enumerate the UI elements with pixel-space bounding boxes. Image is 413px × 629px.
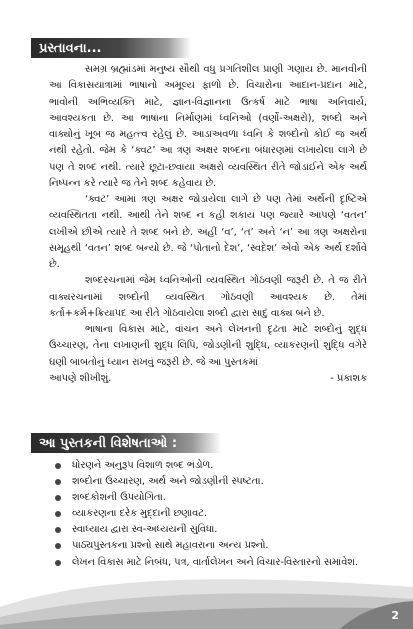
preface-body: [49, 62, 367, 387]
feature-item: [52, 474, 370, 490]
preface-heading: [31, 38, 191, 58]
feature-text: ધોરણને અનુરૂપ વિશાળ શબ્દ ભંડોળ.: [72, 460, 214, 471]
preface-last-line: આપણે શીખીશું.: [49, 372, 112, 384]
features-list: [52, 458, 370, 571]
feature-item: [52, 538, 370, 554]
feature-item: [52, 458, 370, 474]
footer-wave-decoration: [0, 569, 413, 629]
preface-paragraph: સમગ્ર બ્રહ્માંડમાં મનુષ્ય સૌથી વધુ પ્રગતિશીલ પ્રાણી ગણાય છે. માનવીની આ વિકાસયાત્રામાં ભાષાનો અમૂલ્ય ફાળો છે. વિચારોના આદાન-પ્રદાન માટે, ભાવોની અભિવ્યક્તિ માટે, જ્ઞાન-વિજ્ઞાનના ઉત્કર્ષ માટે ભાષા અનિવાર્ય, આવશ્યકતા છે. આ ભાષાના નિર્માણમાં ધ્વનિઓ (વર્ણો-અક્ષરો), શબ્દો અને વાક્યોનું ખૂબ જ મહત્ત્વ રહેલું છે. આડાઅવળા ધ્વનિ કે શબ્દોનો કોઈ જ અર્થ નથી રહેતો. જેમ કે ‘ક્વટ’ આ ત્રણ અક્ષર શબ્દના બંધારણમાં લખાયેલા લાગે છે પણ તે શબ્દ નથી. ત્યારે છૂટા-છવાયા અક્ષરો વ્યવસ્થિત રીતે જોડાઈને એક અર્થ નિષ્પન્ન કરે ત્યારે જ તેને શબ્દ કહેવાય છે.: [49, 64, 367, 189]
publisher-signoff: - પ્રકાશક: [330, 372, 367, 384]
bullet-icon: [55, 479, 61, 485]
bullet-icon: [55, 543, 61, 549]
feature-text: શબ્દોના ઉચ્ચારણ, અર્થ અને જોડણીની સ્પષ્ટતા.: [72, 476, 264, 488]
feature-item: [52, 490, 370, 506]
feature-text: લેખન વિકાસ માટે નિબંધ, પત્ર, વાર્તાલેખન અને વિચાર-વિસ્તારનો સમાવેશ.: [72, 556, 358, 568]
preface-paragraph: ભાષાના વિકાસ માટે, વાંચન અને લેખનની દૃઢતા માટે શબ્દોનું શુદ્ધ ઉચ્ચારણ, તેના લખાણની શુદ્ધ લિપિ, જોડણીની શુદ્ધિ, વ્યાકરણની શુદ્ધિ વગેરે ઘણી બાબતોનું ધ્યાન રાખવું જરૂરી છે. જે આ પુસ્તકમાં: [49, 324, 367, 368]
feature-text: વ્યાકરણના દરેક મુદ્દાની છણાવટ.: [72, 508, 208, 520]
feature-item: [52, 506, 370, 522]
bullet-icon: [55, 511, 61, 517]
feature-text: પાઠ્યપુસ્તકના પ્રશ્નો સાથે મહાવરાના અન્ય પ્રશ્નો.: [72, 540, 269, 552]
page-number: 2: [391, 609, 399, 622]
preface-paragraph: શબ્દરચનામાં જેમ ધ્વનિઓની વ્યવસ્થિત ગોઠવણી જરૂરી છે. તે જ રીતે વાક્યરચનામાં શબ્દોની વ્યવસ્થિત ગોઠવણી આવશ્યક છે. તેમાં કર્તા+કર્મ+ક્રિયાપદ આ રીતે ગોઠવાયેલા શબ્દો દ્વારા સાદું વાક્ય બને છે.: [49, 275, 367, 319]
bullet-icon: [55, 560, 61, 566]
feature-text: શબ્દકોશની ઉપયોગિતા.: [72, 492, 166, 504]
preface-paragraph: ‘ક્વટ’ આમાં ત્રણ અક્ષર જોડાયેલા લાગે છે પણ તેમાં અર્થની દૃષ્ટિએ વ્યવસ્થિતતા નથી. આથી તેને શબ્દ ન કહી શકાય પણ જ્યારે આપણે ‘વતન’ લખીએ છીએ ત્યારે તે શબ્દ બને છે. અહીં ‘વ’, ‘ત’ અને ‘ન’ આ ત્રણ અક્ષરોના સમૂહથી ‘વતન’ શબ્દ બન્યો છે. જે ‘પોતાનો દેશ’, ‘સ્વદેશ’ એવો એક અર્થ દર્શાવે છે.: [49, 194, 367, 270]
bullet-icon: [55, 495, 61, 501]
feature-text: સ્વાધ્યાય દ્વારા સ્વ-અધ્યયની સુવિધા.: [72, 524, 218, 536]
features-title: આ પુસ્તકની વિશેષતાઓ :: [39, 435, 178, 451]
features-heading: [31, 433, 221, 453]
feature-item: [52, 522, 370, 538]
preface-closing-line: [49, 371, 367, 387]
preface-title: પ્રસ્તાવના...: [39, 40, 102, 56]
bullet-icon: [55, 463, 61, 469]
bullet-icon: [55, 527, 61, 533]
